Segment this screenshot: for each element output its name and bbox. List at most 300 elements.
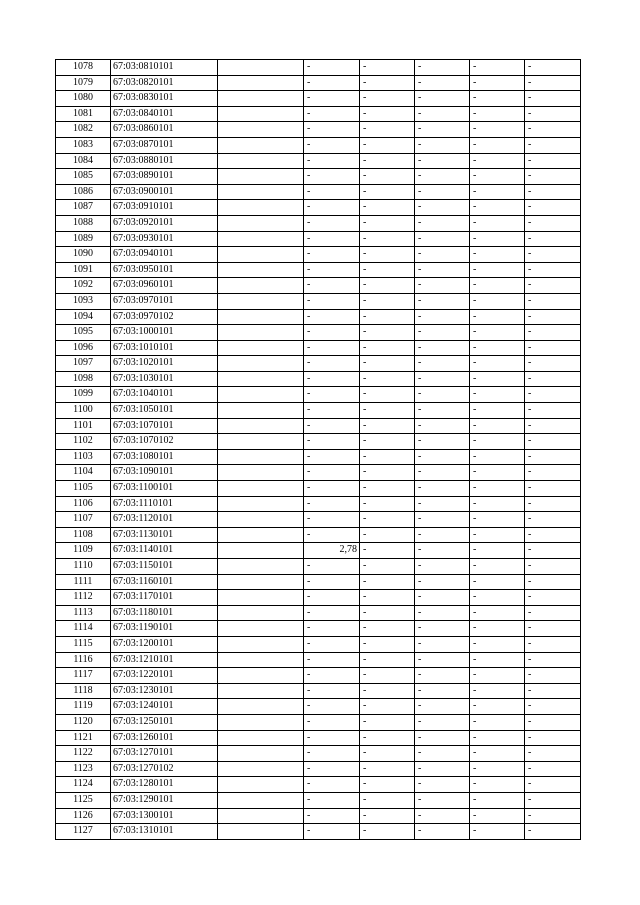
cadastral-code-cell: 67:03:1250101 (111, 714, 218, 730)
value-cell-6: - (525, 574, 581, 590)
value-cell-6: - (525, 449, 581, 465)
value-cell-6: - (525, 699, 581, 715)
value-cell-6: - (525, 137, 581, 153)
value-cell-2: - (304, 683, 360, 699)
value-cell-1 (218, 278, 304, 294)
value-cell-4: - (415, 621, 470, 637)
row-number-cell: 1124 (56, 777, 111, 793)
row-number-cell: 1109 (56, 543, 111, 559)
value-cell-2: - (304, 278, 360, 294)
cadastral-code-cell: 67:03:0830101 (111, 91, 218, 107)
value-cell-2: - (304, 465, 360, 481)
value-cell-1 (218, 792, 304, 808)
row-number-cell: 1086 (56, 184, 111, 200)
table-row (56, 746, 581, 762)
value-cell-6: - (525, 652, 581, 668)
value-cell-1 (218, 808, 304, 824)
value-cell-2: - (304, 636, 360, 652)
row-number-cell: 1103 (56, 449, 111, 465)
value-cell-6: - (525, 231, 581, 247)
cadastral-code-cell: 67:03:1120101 (111, 512, 218, 528)
value-cell-5: - (470, 75, 525, 91)
value-cell-2: - (304, 699, 360, 715)
cadastral-code-cell: 67:03:1070101 (111, 418, 218, 434)
value-cell-3: - (360, 746, 415, 762)
value-cell-6: - (525, 496, 581, 512)
value-cell-1 (218, 668, 304, 684)
value-cell-4: - (415, 91, 470, 107)
value-cell-2: - (304, 153, 360, 169)
value-cell-6: - (525, 91, 581, 107)
value-cell-3: - (360, 714, 415, 730)
value-cell-6: - (525, 215, 581, 231)
value-cell-1 (218, 543, 304, 559)
table-row (56, 496, 581, 512)
value-cell-3: - (360, 683, 415, 699)
cadastral-code-cell: 67:03:0960101 (111, 278, 218, 294)
value-cell-1 (218, 777, 304, 793)
value-cell-2: - (304, 215, 360, 231)
value-cell-6: - (525, 169, 581, 185)
value-cell-1 (218, 122, 304, 138)
value-cell-1 (218, 714, 304, 730)
table-body (56, 60, 581, 840)
value-cell-1 (218, 621, 304, 637)
value-cell-3: - (360, 605, 415, 621)
value-cell-5: - (470, 403, 525, 419)
value-cell-5: - (470, 153, 525, 169)
value-cell-3: - (360, 465, 415, 481)
table-row (56, 60, 581, 76)
value-cell-4: - (415, 481, 470, 497)
value-cell-4: - (415, 60, 470, 76)
value-cell-1 (218, 184, 304, 200)
row-number-cell: 1113 (56, 605, 111, 621)
value-cell-6: - (525, 590, 581, 606)
value-cell-3: - (360, 636, 415, 652)
value-cell-5: - (470, 636, 525, 652)
value-cell-5: - (470, 60, 525, 76)
table-row (56, 169, 581, 185)
value-cell-1 (218, 683, 304, 699)
value-cell-2: - (304, 137, 360, 153)
value-cell-5: - (470, 91, 525, 107)
value-cell-5: - (470, 356, 525, 372)
table-row (56, 527, 581, 543)
value-cell-2: - (304, 621, 360, 637)
cadastral-code-cell: 67:03:0880101 (111, 153, 218, 169)
value-cell-2: - (304, 434, 360, 450)
row-number-cell: 1104 (56, 465, 111, 481)
row-number-cell: 1116 (56, 652, 111, 668)
cadastral-code-cell: 67:03:1130101 (111, 527, 218, 543)
cadastral-code-cell: 67:03:0840101 (111, 106, 218, 122)
value-cell-3: - (360, 449, 415, 465)
value-cell-5: - (470, 824, 525, 840)
value-cell-3: - (360, 60, 415, 76)
value-cell-2: - (304, 418, 360, 434)
value-cell-4: - (415, 200, 470, 216)
cadastral-code-cell: 67:03:1140101 (111, 543, 218, 559)
value-cell-2: - (304, 122, 360, 138)
value-cell-3: - (360, 75, 415, 91)
value-cell-2: - (304, 730, 360, 746)
value-cell-2: - (304, 75, 360, 91)
value-cell-6: - (525, 761, 581, 777)
value-cell-6: - (525, 403, 581, 419)
value-cell-1 (218, 605, 304, 621)
value-cell-5: - (470, 137, 525, 153)
value-cell-2: - (304, 60, 360, 76)
row-number-cell: 1094 (56, 309, 111, 325)
row-number-cell: 1084 (56, 153, 111, 169)
value-cell-1 (218, 340, 304, 356)
cadastral-code-cell: 67:03:1030101 (111, 371, 218, 387)
table-row (56, 824, 581, 840)
value-cell-2: - (304, 387, 360, 403)
value-cell-2: - (304, 106, 360, 122)
table-row (56, 387, 581, 403)
cadastral-code-cell: 67:03:1040101 (111, 387, 218, 403)
value-cell-1 (218, 247, 304, 263)
row-number-cell: 1106 (56, 496, 111, 512)
value-cell-2: - (304, 231, 360, 247)
value-cell-3: - (360, 668, 415, 684)
value-cell-5: - (470, 652, 525, 668)
value-cell-2: - (304, 371, 360, 387)
value-cell-5: - (470, 371, 525, 387)
row-number-cell: 1126 (56, 808, 111, 824)
value-cell-3: - (360, 403, 415, 419)
row-number-cell: 1117 (56, 668, 111, 684)
row-number-cell: 1082 (56, 122, 111, 138)
value-cell-3: - (360, 527, 415, 543)
value-cell-4: - (415, 309, 470, 325)
value-cell-2: 2,78 (304, 543, 360, 559)
value-cell-6: - (525, 465, 581, 481)
cadastral-code-cell: 67:03:1270102 (111, 761, 218, 777)
value-cell-3: - (360, 309, 415, 325)
row-number-cell: 1112 (56, 590, 111, 606)
row-number-cell: 1119 (56, 699, 111, 715)
value-cell-6: - (525, 278, 581, 294)
row-number-cell: 1092 (56, 278, 111, 294)
value-cell-3: - (360, 512, 415, 528)
value-cell-1 (218, 200, 304, 216)
value-cell-2: - (304, 169, 360, 185)
value-cell-1 (218, 137, 304, 153)
value-cell-2: - (304, 247, 360, 263)
table-row (56, 543, 581, 559)
value-cell-4: - (415, 434, 470, 450)
table-row (56, 699, 581, 715)
value-cell-6: - (525, 247, 581, 263)
value-cell-3: - (360, 652, 415, 668)
row-number-cell: 1100 (56, 403, 111, 419)
value-cell-1 (218, 371, 304, 387)
value-cell-1 (218, 231, 304, 247)
value-cell-2: - (304, 293, 360, 309)
row-number-cell: 1120 (56, 714, 111, 730)
table-row (56, 403, 581, 419)
value-cell-1 (218, 559, 304, 575)
value-cell-2: - (304, 449, 360, 465)
value-cell-6: - (525, 746, 581, 762)
value-cell-2: - (304, 91, 360, 107)
value-cell-4: - (415, 371, 470, 387)
value-cell-2: - (304, 512, 360, 528)
value-cell-4: - (415, 262, 470, 278)
value-cell-5: - (470, 792, 525, 808)
cadastral-code-cell: 67:03:1010101 (111, 340, 218, 356)
value-cell-5: - (470, 200, 525, 216)
value-cell-3: - (360, 184, 415, 200)
row-number-cell: 1115 (56, 636, 111, 652)
value-cell-2: - (304, 574, 360, 590)
value-cell-3: - (360, 792, 415, 808)
table-row (56, 652, 581, 668)
row-number-cell: 1121 (56, 730, 111, 746)
value-cell-4: - (415, 153, 470, 169)
table-row (56, 137, 581, 153)
value-cell-1 (218, 106, 304, 122)
row-number-cell: 1085 (56, 169, 111, 185)
value-cell-5: - (470, 231, 525, 247)
cadastral-code-cell: 67:03:1190101 (111, 621, 218, 637)
table-row (56, 777, 581, 793)
row-number-cell: 1091 (56, 262, 111, 278)
row-number-cell: 1105 (56, 481, 111, 497)
value-cell-4: - (415, 527, 470, 543)
value-cell-5: - (470, 496, 525, 512)
value-cell-3: - (360, 231, 415, 247)
table-row (56, 309, 581, 325)
cadastral-code-cell: 67:03:0900101 (111, 184, 218, 200)
value-cell-4: - (415, 574, 470, 590)
value-cell-6: - (525, 106, 581, 122)
value-cell-3: - (360, 169, 415, 185)
table-row (56, 184, 581, 200)
cadastral-code-cell: 67:03:1020101 (111, 356, 218, 372)
value-cell-4: - (415, 730, 470, 746)
value-cell-3: - (360, 247, 415, 263)
value-cell-1 (218, 418, 304, 434)
value-cell-3: - (360, 777, 415, 793)
value-cell-1 (218, 60, 304, 76)
value-cell-3: - (360, 122, 415, 138)
value-cell-4: - (415, 137, 470, 153)
value-cell-1 (218, 730, 304, 746)
value-cell-6: - (525, 418, 581, 434)
value-cell-4: - (415, 824, 470, 840)
value-cell-3: - (360, 106, 415, 122)
cadastral-code-cell: 67:03:1150101 (111, 559, 218, 575)
value-cell-1 (218, 356, 304, 372)
value-cell-3: - (360, 434, 415, 450)
table-row (56, 340, 581, 356)
value-cell-4: - (415, 231, 470, 247)
cadastral-code-cell: 67:03:1260101 (111, 730, 218, 746)
cadastral-code-cell: 67:03:1270101 (111, 746, 218, 762)
row-number-cell: 1081 (56, 106, 111, 122)
value-cell-5: - (470, 714, 525, 730)
cadastral-code-cell: 67:03:1200101 (111, 636, 218, 652)
value-cell-6: - (525, 668, 581, 684)
value-cell-4: - (415, 792, 470, 808)
value-cell-3: - (360, 278, 415, 294)
value-cell-5: - (470, 262, 525, 278)
value-cell-6: - (525, 527, 581, 543)
cadastral-code-cell: 67:03:1240101 (111, 699, 218, 715)
value-cell-4: - (415, 449, 470, 465)
value-cell-5: - (470, 808, 525, 824)
table-row (56, 449, 581, 465)
value-cell-5: - (470, 325, 525, 341)
table-row (56, 247, 581, 263)
table-row (56, 574, 581, 590)
row-number-cell: 1108 (56, 527, 111, 543)
row-number-cell: 1078 (56, 60, 111, 76)
value-cell-2: - (304, 481, 360, 497)
table-row (56, 605, 581, 621)
row-number-cell: 1090 (56, 247, 111, 263)
value-cell-1 (218, 512, 304, 528)
value-cell-3: - (360, 371, 415, 387)
value-cell-5: - (470, 481, 525, 497)
row-number-cell: 1095 (56, 325, 111, 341)
table-row (56, 278, 581, 294)
cadastral-code-cell: 67:03:1070102 (111, 434, 218, 450)
value-cell-2: - (304, 184, 360, 200)
cadastral-code-cell: 67:03:1290101 (111, 792, 218, 808)
value-cell-5: - (470, 590, 525, 606)
cadastral-code-cell: 67:03:0940101 (111, 247, 218, 263)
value-cell-6: - (525, 356, 581, 372)
value-cell-2: - (304, 527, 360, 543)
value-cell-2: - (304, 325, 360, 341)
value-cell-4: - (415, 512, 470, 528)
value-cell-2: - (304, 496, 360, 512)
value-cell-6: - (525, 543, 581, 559)
cadastral-code-cell: 67:03:1230101 (111, 683, 218, 699)
value-cell-5: - (470, 184, 525, 200)
cadastral-table (55, 59, 581, 840)
value-cell-6: - (525, 122, 581, 138)
value-cell-3: - (360, 153, 415, 169)
cadastral-code-cell: 67:03:1050101 (111, 403, 218, 419)
value-cell-3: - (360, 824, 415, 840)
value-cell-1 (218, 746, 304, 762)
value-cell-5: - (470, 434, 525, 450)
value-cell-2: - (304, 559, 360, 575)
value-cell-5: - (470, 559, 525, 575)
value-cell-4: - (415, 590, 470, 606)
value-cell-5: - (470, 106, 525, 122)
table-row (56, 434, 581, 450)
table-row (56, 590, 581, 606)
value-cell-3: - (360, 340, 415, 356)
value-cell-5: - (470, 122, 525, 138)
value-cell-5: - (470, 449, 525, 465)
value-cell-1 (218, 699, 304, 715)
value-cell-6: - (525, 730, 581, 746)
table-row (56, 559, 581, 575)
row-number-cell: 1099 (56, 387, 111, 403)
value-cell-5: - (470, 247, 525, 263)
row-number-cell: 1122 (56, 746, 111, 762)
table-row (56, 808, 581, 824)
cadastral-table-page (55, 59, 581, 840)
value-cell-5: - (470, 169, 525, 185)
row-number-cell: 1083 (56, 137, 111, 153)
value-cell-2: - (304, 668, 360, 684)
value-cell-1 (218, 449, 304, 465)
value-cell-6: - (525, 559, 581, 575)
value-cell-1 (218, 387, 304, 403)
value-cell-6: - (525, 621, 581, 637)
value-cell-4: - (415, 636, 470, 652)
value-cell-5: - (470, 683, 525, 699)
cadastral-code-cell: 67:03:1170101 (111, 590, 218, 606)
value-cell-5: - (470, 574, 525, 590)
value-cell-1 (218, 403, 304, 419)
value-cell-2: - (304, 746, 360, 762)
table-row (56, 293, 581, 309)
value-cell-4: - (415, 403, 470, 419)
row-number-cell: 1123 (56, 761, 111, 777)
row-number-cell: 1110 (56, 559, 111, 575)
value-cell-4: - (415, 652, 470, 668)
table-row (56, 153, 581, 169)
value-cell-4: - (415, 808, 470, 824)
value-cell-6: - (525, 325, 581, 341)
value-cell-4: - (415, 169, 470, 185)
table-row (56, 75, 581, 91)
value-cell-5: - (470, 621, 525, 637)
cadastral-code-cell: 67:03:1090101 (111, 465, 218, 481)
value-cell-1 (218, 527, 304, 543)
value-cell-4: - (415, 325, 470, 341)
value-cell-5: - (470, 730, 525, 746)
value-cell-3: - (360, 215, 415, 231)
value-cell-3: - (360, 200, 415, 216)
value-cell-4: - (415, 247, 470, 263)
value-cell-4: - (415, 278, 470, 294)
value-cell-2: - (304, 590, 360, 606)
table-row (56, 91, 581, 107)
value-cell-6: - (525, 371, 581, 387)
value-cell-1 (218, 91, 304, 107)
cadastral-code-cell: 67:03:0860101 (111, 122, 218, 138)
table-row (56, 231, 581, 247)
value-cell-5: - (470, 418, 525, 434)
value-cell-5: - (470, 512, 525, 528)
value-cell-2: - (304, 761, 360, 777)
value-cell-1 (218, 75, 304, 91)
value-cell-6: - (525, 777, 581, 793)
value-cell-2: - (304, 403, 360, 419)
value-cell-5: - (470, 777, 525, 793)
value-cell-6: - (525, 808, 581, 824)
table-row (56, 371, 581, 387)
value-cell-5: - (470, 387, 525, 403)
row-number-cell: 1101 (56, 418, 111, 434)
value-cell-4: - (415, 122, 470, 138)
value-cell-3: - (360, 481, 415, 497)
value-cell-3: - (360, 91, 415, 107)
value-cell-2: - (304, 605, 360, 621)
value-cell-1 (218, 636, 304, 652)
